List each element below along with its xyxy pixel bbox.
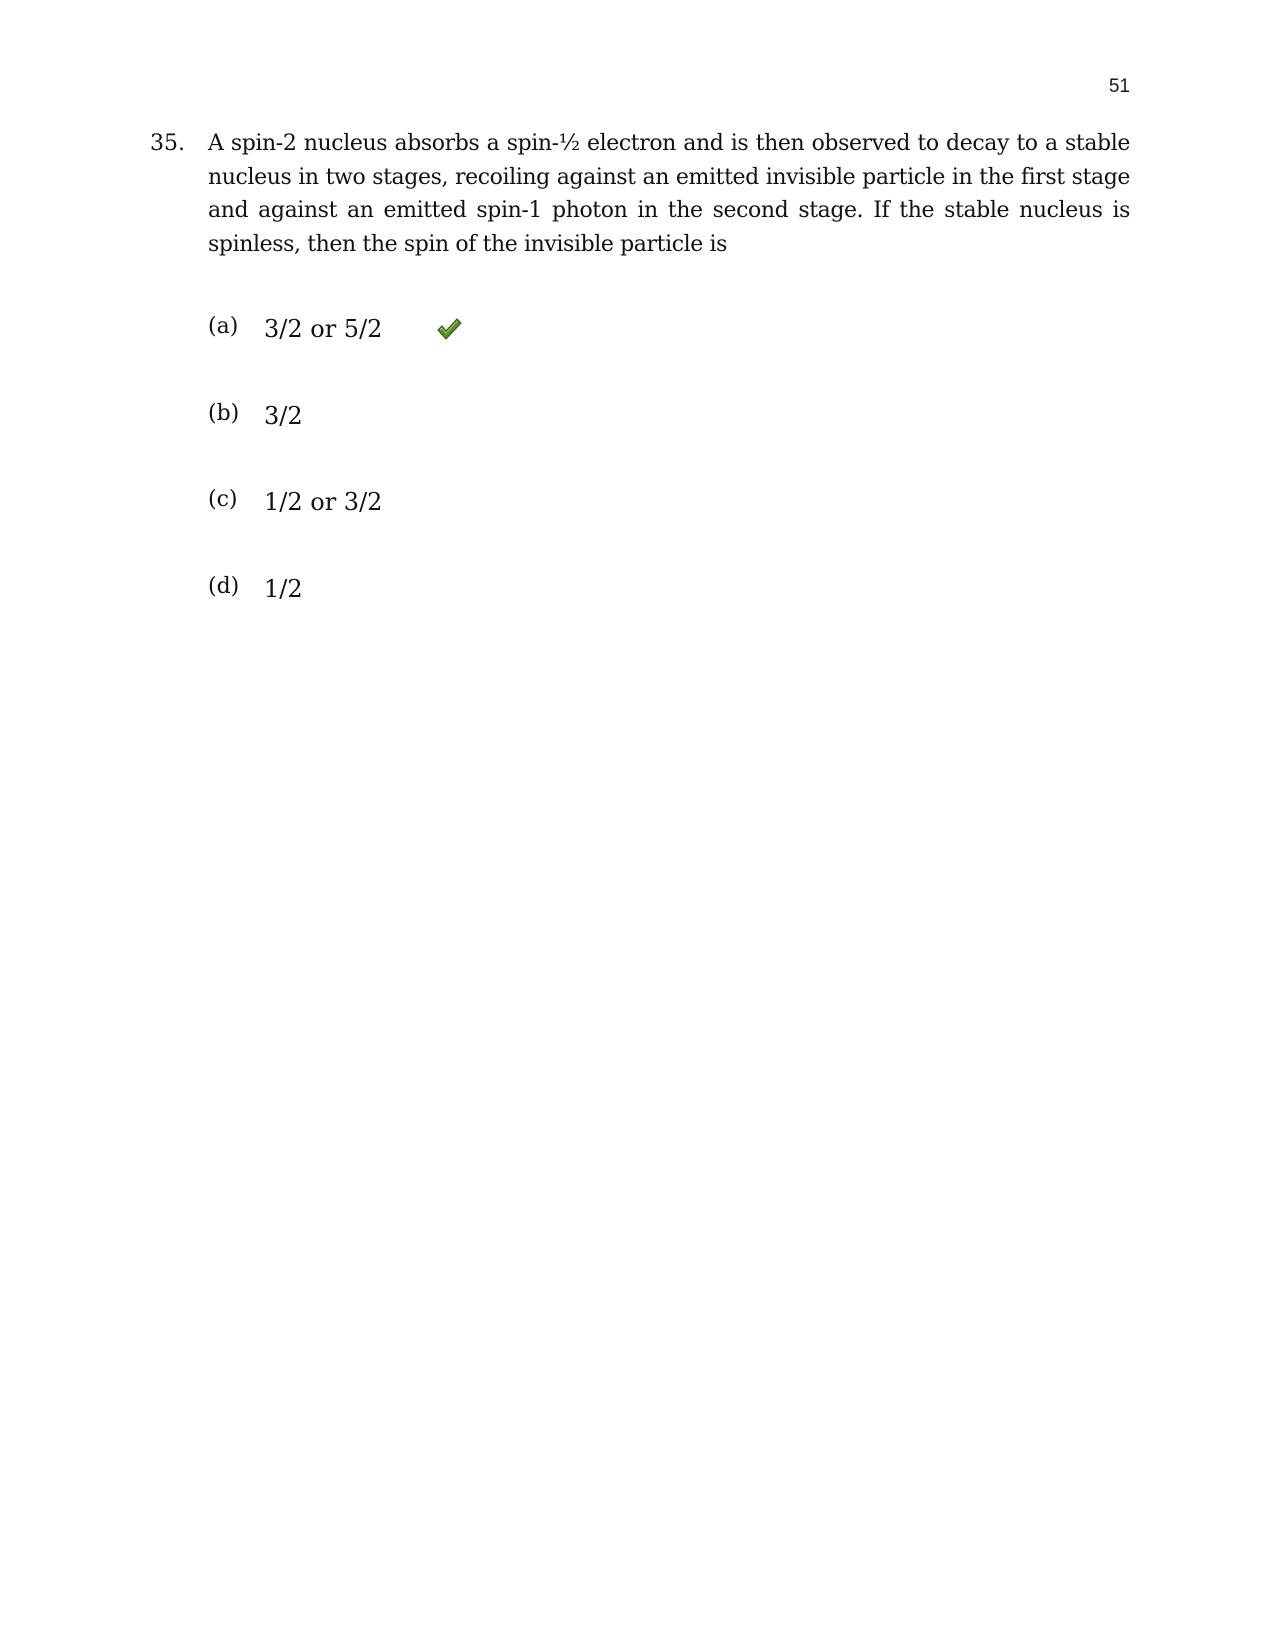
answer-options — [208, 310, 808, 656]
option-letter: (b) — [208, 400, 240, 426]
option-letter: (c) — [208, 487, 238, 512]
option-letter: (d) — [208, 573, 240, 599]
option-a — [208, 310, 808, 397]
option-c — [208, 483, 808, 570]
option-text: 3/2 — [264, 401, 303, 430]
option-text: 1/2 — [264, 574, 303, 603]
checkmark-icon — [436, 317, 462, 341]
question-number: 35. — [150, 131, 185, 156]
question-text: A spin-2 nucleus absorbs a spin-½ electron and is then observed to decay to a stable nucleus in two stages, recoiling against an emitted invisible particle in the first stage and against an emitted spin-1 photon in the second stage. If the stable nucleus is spinless, then the spin of the invisible particle is — [208, 131, 1130, 257]
option-b — [208, 397, 808, 484]
option-text: 1/2 or 3/2 — [264, 488, 383, 516]
option-d — [208, 570, 808, 657]
page-number: 51 — [1108, 76, 1130, 97]
option-text: 3/2 or 5/2 — [264, 315, 383, 343]
option-letter: (a) — [208, 314, 239, 339]
